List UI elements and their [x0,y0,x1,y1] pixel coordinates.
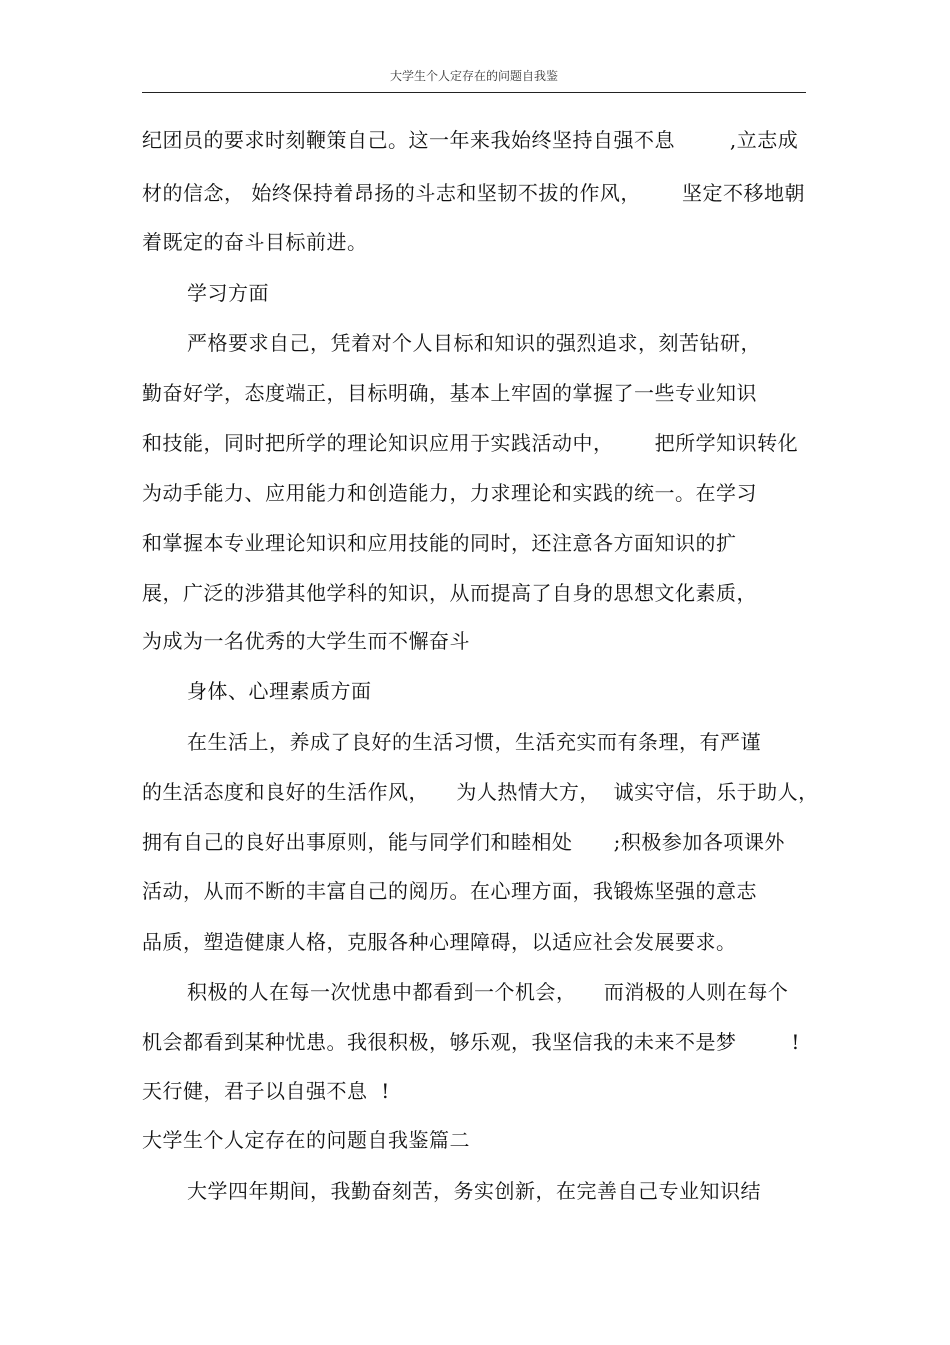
header-title: 大学生个人定存在的问题自我鉴 [389,69,558,83]
page-header [142,64,806,93]
text-line: 纪团员的要求时刻鞭策自己。这一年来我始终坚持自强不息 ,立志成 [142,128,799,152]
text-line: 和掌握本专业理论知识和应用技能的同时，还注意各方面知识的扩 [142,531,737,555]
text-line: 大学四年期间，我勤奋刻苦，务实创新，在完善自己专业知识结 [187,1179,761,1203]
section-heading-physical: 身体、心理素质方面 [187,679,372,703]
section-heading-study: 学习方面 [187,281,269,305]
text-line: 为成为一名优秀的大学生而不懈奋斗 [142,629,470,653]
text-line: 勤奋好学，态度端正，目标明确，基本上牢固的掌握了一些专业知识 [142,381,757,405]
text-line: 材的信念， 始终保持着昂扬的斗志和坚韧不拔的作风， 坚定不移地朝 [142,181,806,205]
section-title-part-two: 大学生个人定存在的问题自我鉴篇二 [142,1128,470,1152]
text-line: 严格要求自己，凭着对个人目标和知识的强烈追求，刻苦钻研， [187,331,761,355]
text-line: 的生活态度和良好的生活作风， 为人热情大方， 诚实守信，乐于助人， [142,780,819,804]
text-line: 着既定的奋斗目标前进。 [142,230,368,254]
text-line: 为动手能力、应用能力和创造能力，力求理论和实践的统一。在学习 [142,481,757,505]
text-line: 机会都看到某种忧患。我很积极，够乐观，我坚信我的未来不是梦 ! [142,1030,800,1054]
text-line: 积极的人在每一次忧患中都看到一个机会， 而消极的人则在每个 [187,980,789,1004]
text-line: 和技能，同时把所学的理论知识应用于实践活动中， 把所学知识转化 [142,431,799,455]
text-line: 拥有自己的良好出事原则，能与同学们和睦相处 ;积极参加各项课外 [142,830,785,854]
text-line: 在生活上，养成了良好的生活习惯，生活充实而有条理，有严谨 [187,730,761,754]
text-line: 天行健，君子以自强不息 ! [142,1079,390,1103]
text-line: 活动，从而不断的丰富自己的阅历。在心理方面，我锻炼坚强的意志 [142,879,757,903]
text-line: 品质，塑造健康人格，克服各种心理障碍，以适应社会发展要求。 [142,930,737,954]
text-line: 展，广泛的涉猎其他学科的知识，从而提高了自身的思想文化素质， [142,581,757,605]
